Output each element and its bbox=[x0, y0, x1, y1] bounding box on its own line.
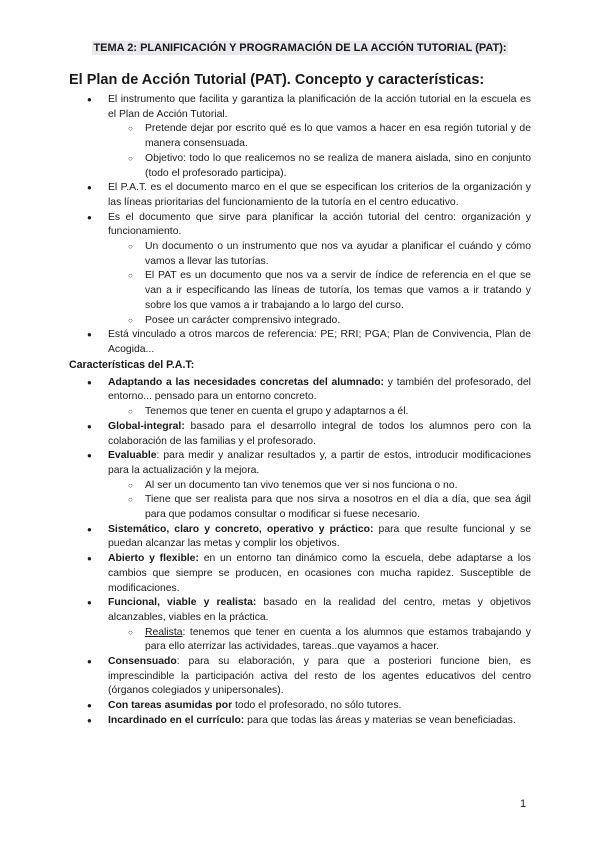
sub-list bbox=[108, 405, 531, 420]
bullet-list bbox=[69, 93, 531, 358]
section-heading-characteristics: Características del P.A.T: bbox=[69, 359, 195, 371]
sub-list-item: ○ Posee un carácter comprensivo integrado. bbox=[108, 314, 531, 329]
sub-list-item: ○ Tenemos que tener en cuenta el grupo y adaptarnos a él. bbox=[108, 405, 531, 420]
sub-list-item: ○ Tiene que ser realista para que nos sirva a nosotros en el día a día, que sea ágil para que podamos consultar o modificar si fuese necesario. bbox=[108, 493, 531, 522]
sub-list bbox=[108, 479, 531, 523]
list-item: ● Es el documento que sirve para planificar la acción tutorial del centro: organización y funcionamiento. ○ Un documento o un instrumento que nos va ayudar a planificar el cuándo y cómo vamos a llevar las tutorías. ○ El PAT es un documento que nos va a servir de índice de referencia en el que se van a ir especificando las líneas de tutoría, los temas que vamos a ir tratando y sobre los que vamos a ir trabajando a lo largo del curso. ○ Posee un carácter comprensivo integrado. bbox=[69, 211, 531, 329]
list-item: ● Global-integral: basado para el desarrollo integral de todos los alumnos pero con la colaboración de las familias y el profesorado. bbox=[69, 420, 531, 449]
sub-list-item: ○ Objetivo: todo lo que realicemos no se realiza de manera aislada, sino en conjunto (todo el profesorado participa). bbox=[108, 152, 531, 181]
section-pat-concept bbox=[69, 93, 531, 358]
sub-list-item: ○ El PAT es un documento que nos va a servir de índice de referencia en el que se van a ir especificando las líneas de tutoría, los temas que vamos a ir tratando y sobre los que vamos a ir trabajando a lo largo del curso. bbox=[108, 269, 531, 313]
list-item: ● Incardinado en el currículo: para que todas las áreas y materias se vean beneficiadas. bbox=[69, 714, 531, 729]
sub-list-item: ○ Realista: tenemos que tener en cuenta a los alumnos que estamos trabajando y para ello aterrizar las actividades, tareas..que vayamos a hacer. bbox=[108, 626, 531, 655]
sub-list-item: ○ Al ser un documento tan vivo tenemos que ver si nos funciona o no. bbox=[108, 479, 531, 494]
page-number: 1 bbox=[520, 798, 527, 810]
document-title: TEMA 2: PLANIFICACIÓN Y PROGRAMACIÓN DE LA ACCIÓN TUTORIAL (PAT): bbox=[93, 42, 507, 54]
sub-list bbox=[108, 122, 531, 181]
section-pat-characteristics bbox=[69, 358, 531, 729]
sub-list-item: ○ Un documento o un instrumento que nos va ayudar a planificar el cuándo y cómo vamos a llevar las tutorías. bbox=[108, 240, 531, 269]
list-item: ● Funcional, viable y realista: basado en la realidad del centro, metas y objetivos alcanzables, viables en la práctica. ○ Realista: tenemos que tener en cuenta a los alumnos que estamos trabajando y para ello aterrizar las actividades, tareas..que vayamos a hacer. bbox=[69, 596, 531, 655]
list-item: ● Abierto y flexible: en un entorno tan dinámico como la escuela, debe adaptarse a los cambios que siempre se producen, en ocasiones con mucha rapidez. Susceptible de modificaciones. bbox=[69, 552, 531, 596]
list-item: ● Adaptando a las necesidades concretas del alumnado: y también del profesorado, del entorno... pensado para un entorno concreto. ○ Tenemos que tener en cuenta el grupo y adaptarnos a él. bbox=[69, 376, 531, 420]
list-item: ● El P.A.T. es el documento marco en el que se especifican los criterios de la organización y las líneas prioritarias del funcionamiento de la tutoría en el centro educativo. bbox=[69, 181, 531, 210]
list-item: ● Consensuado: para su elaboración, y para que a posteriori funcione bien, es imprescindible la participación activa del resto de los agentes educativos del centro (órganos colegiados y unipersonales). bbox=[69, 655, 531, 699]
list-item: ● Evaluable: para medir y analizar resultados y, a partir de estos, introducir modificaciones para la actualización y la mejora. ○ Al ser un documento tan vivo tenemos que ver si nos funciona o no. ○ Tiene que ser realista para que nos sirva a nosotros en el día a día, que sea ágil para que podamos consultar o modificar si fuese necesario. bbox=[69, 449, 531, 523]
sub-list bbox=[108, 240, 531, 328]
list-item: ● Está vinculado a otros marcos de referencia: PE; RRI; PGA; Plan de Convivencia, Plan de Acogida... bbox=[69, 328, 531, 357]
list-item: ● Sistemático, claro y concreto, operativo y práctico: para que resulte funcional y se puedan alcanzar las metas y complir los objetivos. bbox=[69, 523, 531, 552]
sub-list bbox=[108, 626, 531, 655]
title-wrap bbox=[0, 38, 600, 56]
list-item: ● Con tareas asumidas por todo el profesorado, no sólo tutores. bbox=[69, 699, 531, 714]
sub-list-item: ○ Pretende dejar por escrito qué es lo que vamos a hacer en esa región tutorial y de manera consensuada. bbox=[108, 122, 531, 151]
characteristics-list bbox=[69, 376, 531, 729]
section-heading-pat: El Plan de Acción Tutorial (PAT). Concepto y características: bbox=[69, 72, 485, 88]
list-item: ● El instrumento que facilita y garantiza la planificación de la acción tutorial en la escuela es el Plan de Acción Tutorial. ○ Pretende dejar por escrito qué es lo que vamos a hacer en esa región tutorial y de manera consensuada. ○ Objetivo: todo lo que realicemos no se realiza de manera aislada, sino en conjunto (todo el profesorado participa). bbox=[69, 93, 531, 181]
